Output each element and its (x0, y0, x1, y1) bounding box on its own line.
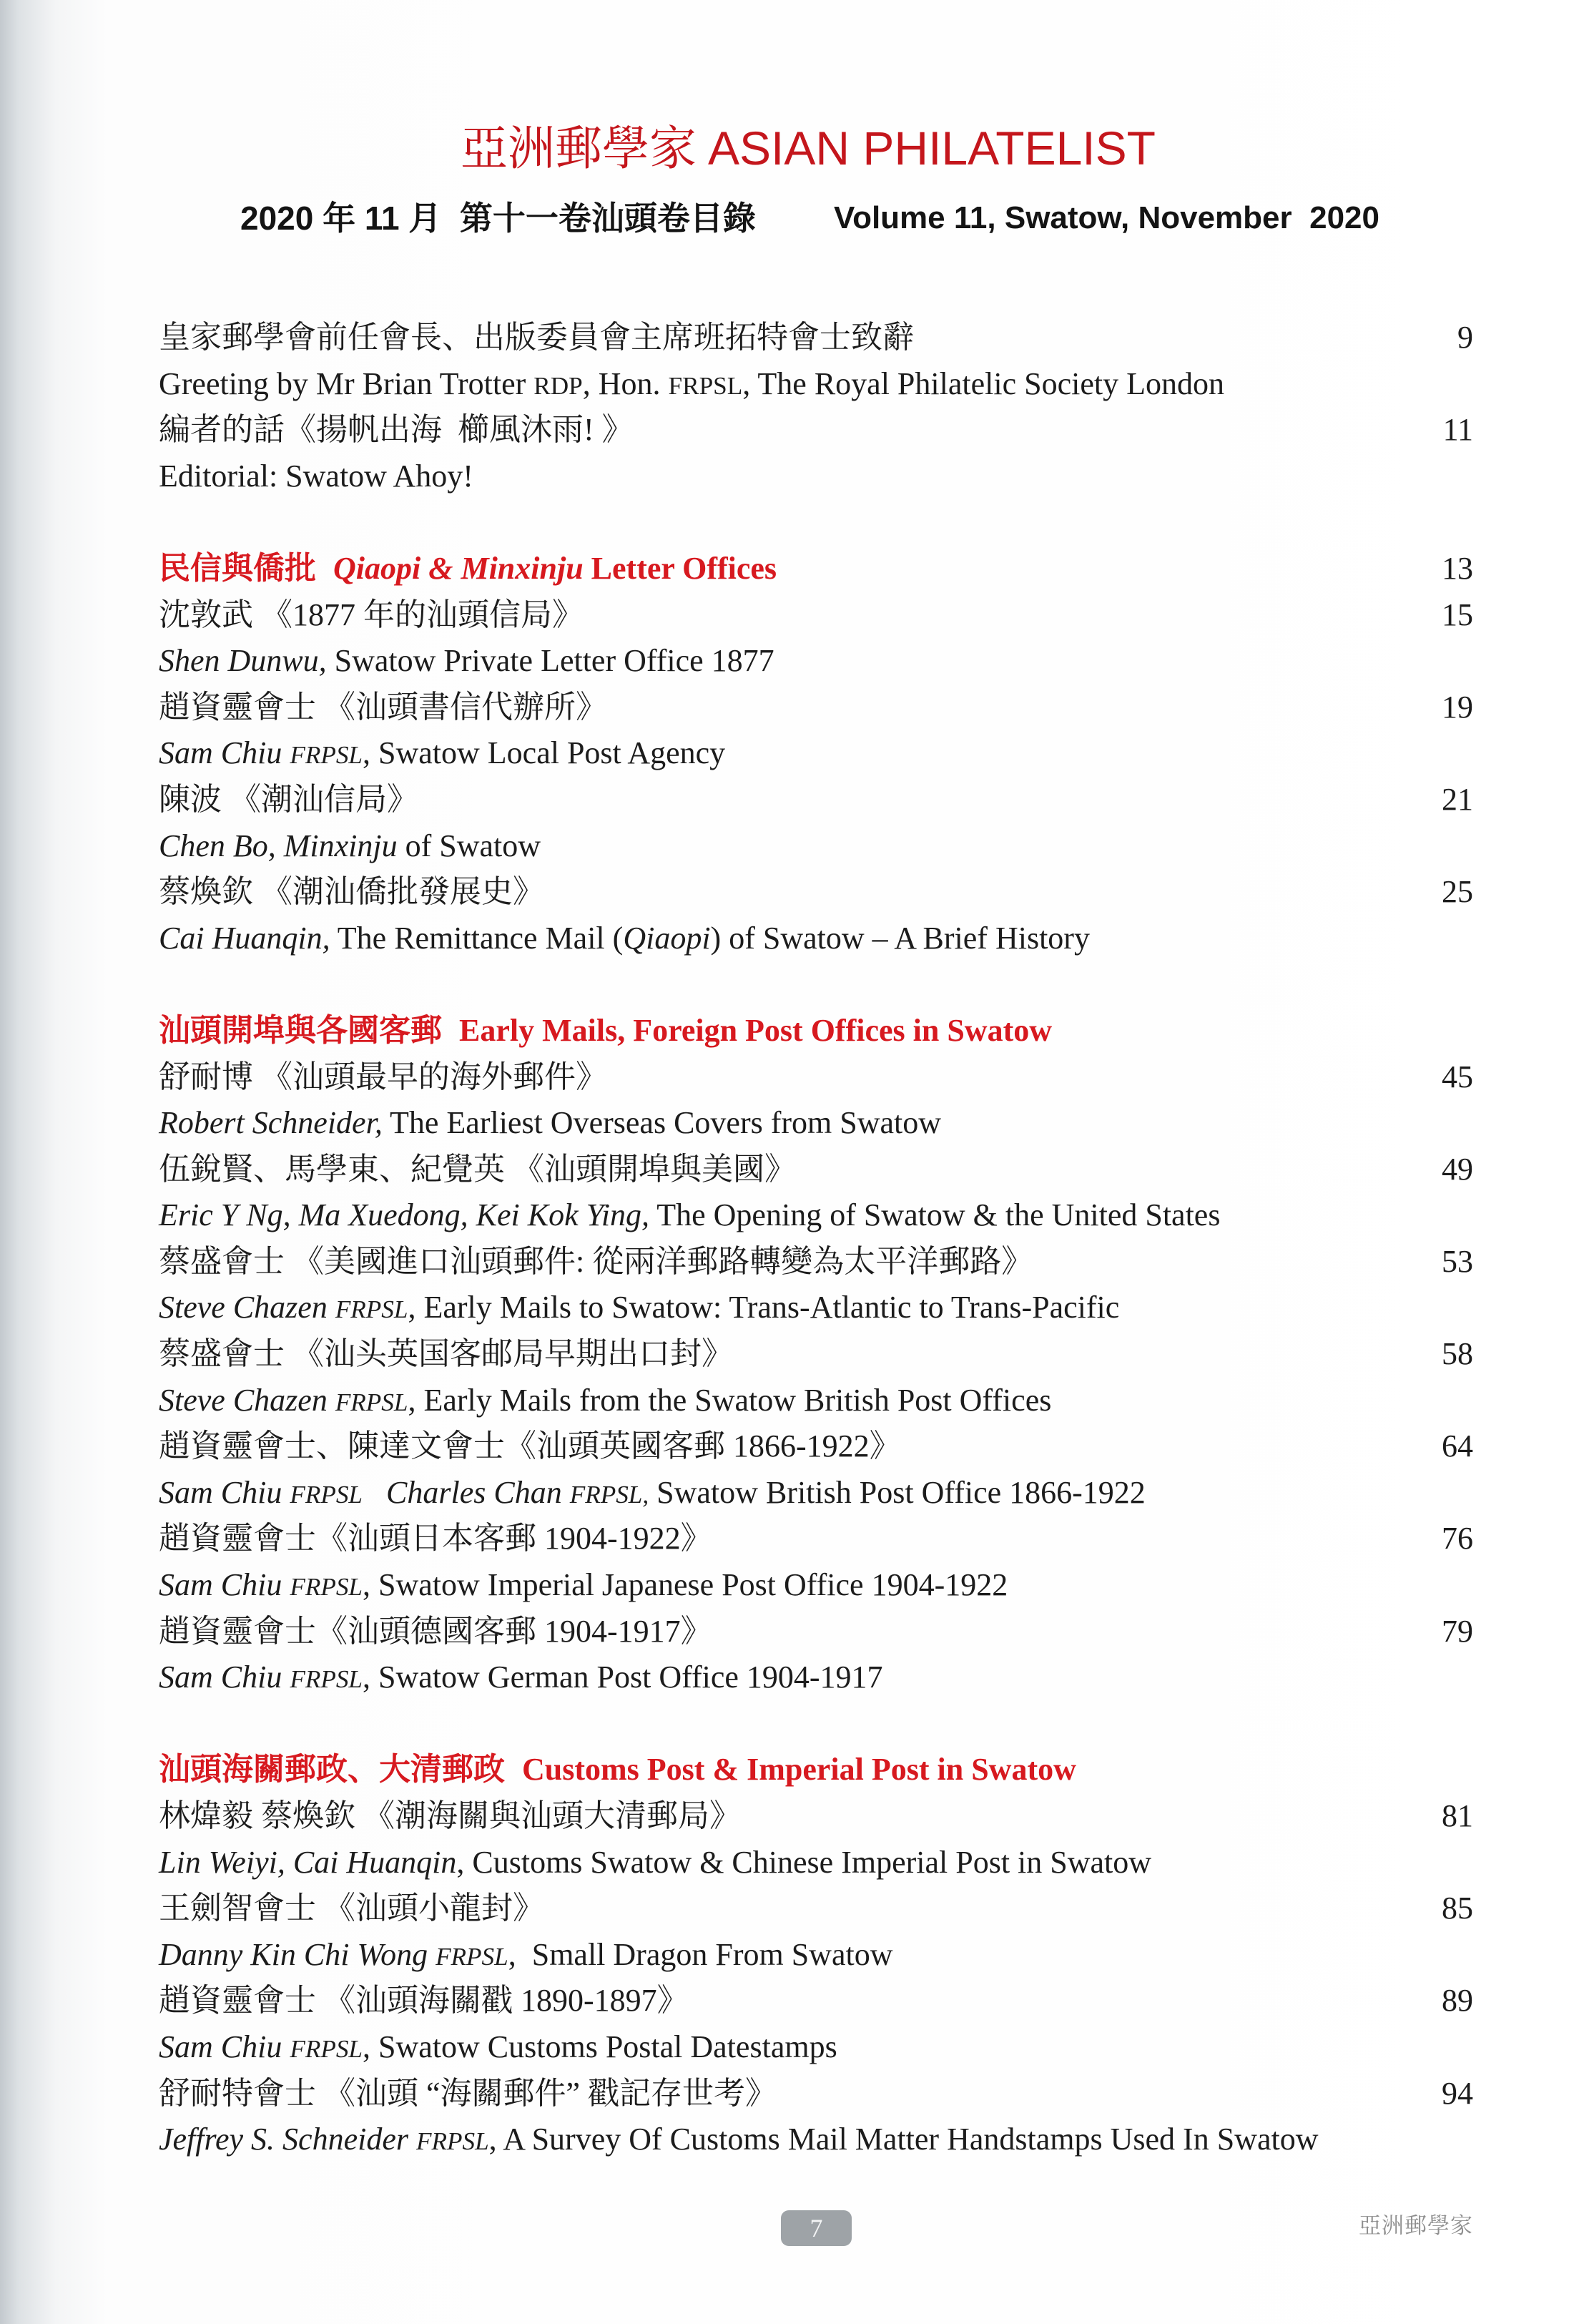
english-article-title-part: FRPSL (290, 1665, 363, 1694)
toc-entry-english-line (159, 2024, 1473, 2071)
english-article-title-part: Sam Chiu (159, 1474, 290, 1510)
page-number: 13 (1442, 550, 1473, 586)
section-heading-chinese: 汕頭開埠與各國客郵 (159, 1012, 442, 1048)
chinese-article-title: 趙資靈會士 《汕頭書信代辦所》 (159, 689, 607, 725)
page-number: 11 (1442, 412, 1473, 448)
toc-section (159, 1747, 1473, 2162)
toc-entry-english-line (159, 1285, 1473, 1331)
issue-subtitle-english: Volume 11, Swatow, November 2020 (834, 200, 1379, 235)
chinese-article-title: 蔡煥欽 《潮汕僑批發展史》 (159, 874, 544, 910)
toc-entry-chinese-line (159, 407, 1473, 453)
toc-entry-english-line (159, 1932, 1473, 1979)
chinese-article-title: 趙資靈會士《汕頭日本客郵 1904-1922》 (159, 1521, 712, 1556)
chinese-article-title: 趙資靈會士、陳達文會士《汕頭英國客郵 1866-1922》 (159, 1428, 901, 1464)
english-article-title-part: Eric Y Ng, Ma Xuedong, Kei Kok Ying, (159, 1197, 650, 1233)
chinese-article-title: 蔡盛會士 《美國進口汕頭郵件: 從兩洋郵路轉變為太平洋郵路》 (159, 1243, 1033, 1279)
toc-entry-chinese-line (159, 315, 1473, 361)
english-article-title-part: , Swatow Local Post Agency (363, 735, 726, 771)
page-number: 45 (1442, 1059, 1473, 1094)
page-number: 81 (1442, 1798, 1473, 1833)
chinese-article-title: 皇家郵學會前任會長、出版委員會主席班拓特會士致辭 (159, 320, 914, 355)
english-article-title-part: FRPSL (335, 1295, 408, 1324)
english-article-title-part: FRPSL (290, 2034, 363, 2063)
section-heading-chinese: 民信與僑批 (159, 550, 316, 586)
chinese-article-title: 舒耐博 《汕頭最早的海外郵件》 (159, 1059, 607, 1094)
english-article-title-part: Swatow British Post Office 1866-1922 (649, 1474, 1146, 1510)
english-article-title-part: , Swatow Imperial Japanese Post Office 1904-1922 (363, 1567, 1008, 1603)
english-article-title-part: , A Survey Of Customs Mail Matter Handstamps Used In Swatow (488, 2122, 1319, 2157)
english-article-title-part: Robert Schneider, (159, 1105, 383, 1141)
chinese-article-title: 編者的話《揚帆出海 櫛風沐雨! 》 (159, 412, 634, 448)
toc-entry-chinese-line (159, 1239, 1473, 1285)
chinese-article-title: 陳波 《潮汕信局》 (159, 781, 418, 817)
english-article-title-part: , Early Mails to Swatow: Trans-Atlantic to Trans-Pacific (408, 1290, 1120, 1325)
footer-magazine-name: 亞洲郵學家 (1359, 2213, 1473, 2238)
page-number: 15 (1442, 597, 1473, 632)
english-article-title-part: FRPSL (290, 1480, 363, 1509)
toc-entry-english-line (159, 1840, 1473, 1886)
toc-entry-english-line (159, 1470, 1473, 1516)
english-article-title-part: Editorial: Swatow Ahoy! (159, 458, 473, 494)
toc-entry-chinese-line (159, 1978, 1473, 2024)
chinese-article-title: 趙資靈會士《汕頭德國客郵 1904-1917》 (159, 1613, 712, 1649)
english-article-title-part: RDP (533, 371, 583, 400)
english-article-title-part: Lin Weiyi, Cai Huanqin (159, 1844, 457, 1880)
section-heading (159, 1747, 1473, 1793)
page-number: 94 (1442, 2075, 1473, 2111)
english-article-title-part: The Remittance Mail ( (330, 920, 624, 956)
english-article-title-part: , Customs Swatow & Chinese Imperial Post in Swatow (456, 1844, 1152, 1880)
chinese-article-title: 蔡盛會士 《汕头英国客邮局早期出口封》 (159, 1336, 733, 1372)
chinese-article-title: 沈敦武 《1877 年的汕頭信局》 (159, 597, 584, 632)
chinese-article-title: 趙資靈會士 《汕頭海關戳 1890-1897》 (159, 1983, 689, 2019)
toc-entry-english-line (159, 730, 1473, 777)
magazine-title-english: ASIAN PHILATELIST (708, 122, 1156, 175)
page-number: 49 (1442, 1151, 1473, 1187)
toc-entry-english-line (159, 823, 1473, 870)
english-article-title-part: of Swatow (397, 828, 541, 863)
section-heading-chinese: 汕頭海關郵政、大清郵政 (159, 1752, 505, 1788)
page-number: 9 (1457, 320, 1473, 355)
chinese-article-title: 舒耐特會士 《汕頭 “海關郵件” 戳記存世考》 (159, 2075, 777, 2111)
toc-entry-english-line (159, 1100, 1473, 1147)
page-number: 79 (1442, 1613, 1473, 1649)
english-article-title-part: Sam Chiu (159, 2029, 290, 2064)
magazine-title (461, 118, 1156, 178)
toc-section (159, 546, 1473, 961)
toc-entry-english-line (159, 1654, 1473, 1701)
page-number: 25 (1442, 874, 1473, 910)
toc-entry-chinese-line (159, 1793, 1473, 1840)
english-article-title-part: Sam Chiu (159, 735, 290, 771)
toc-entry-chinese-line (159, 1147, 1473, 1193)
chinese-article-title: 林煒毅 蔡煥欽 《潮海關與汕頭大清郵局》 (159, 1798, 741, 1833)
english-article-title-part: The Earliest Overseas Covers from Swatow (382, 1105, 942, 1141)
english-article-title-part: FRPSL (290, 741, 363, 770)
page-number: 53 (1442, 1243, 1473, 1279)
english-article-title-part: Qiaopi (623, 920, 711, 956)
section-heading-english-part: Customs Post & Imperial Post in Swatow (522, 1752, 1076, 1788)
english-article-title-part: , Swatow German Post Office 1904-1917 (363, 1659, 883, 1695)
toc-entry-english-line (159, 361, 1473, 408)
toc-entry-chinese-line (159, 1886, 1473, 1932)
chinese-article-title: 王劍智會士 《汕頭小龍封》 (159, 1891, 544, 1926)
toc-entry-chinese-line (159, 592, 1473, 639)
toc-entry-english-line (159, 1378, 1473, 1424)
section-heading (159, 1008, 1473, 1054)
english-article-title-part: FRPSL (436, 1942, 508, 1971)
toc-entry-english-line (159, 638, 1473, 685)
page-number: 76 (1442, 1521, 1473, 1556)
english-article-title-part: Chen Bo, Minxinju (159, 828, 398, 863)
toc-entry-chinese-line (159, 777, 1473, 823)
section-heading (159, 546, 1473, 592)
english-article-title-part: Greeting by Mr Brian Trotter (159, 366, 534, 401)
toc-entry-english-line (159, 1562, 1473, 1609)
section-heading-english (522, 1752, 1076, 1787)
english-article-title-part: Charles Chan (363, 1474, 570, 1510)
page-number: 64 (1442, 1428, 1473, 1464)
section-heading-english (333, 551, 777, 586)
english-article-title-part: , Swatow Customs Postal Datestamps (363, 2029, 837, 2064)
page-number: 58 (1442, 1336, 1473, 1372)
english-article-title-part: , Hon. (582, 366, 669, 401)
toc-front-matter (159, 315, 1473, 499)
magazine-title-chinese: 亞洲郵學家 (461, 121, 697, 176)
page-number: 89 (1442, 1983, 1473, 2019)
toc-entry-english-line (159, 2117, 1473, 2163)
english-article-title-part: Shen Dunwu, (159, 643, 327, 679)
english-article-title-part: FRPSL (668, 371, 743, 400)
toc-entry-chinese-line (159, 869, 1473, 916)
table-of-contents (159, 315, 1473, 2163)
section-heading-english (459, 1013, 1052, 1048)
english-article-title-part: , Early Mails from the Swatow British Post Offices (408, 1382, 1052, 1418)
english-article-title-part: , The Royal Philatelic Society London (742, 366, 1224, 401)
toc-entry-english-line (159, 453, 1473, 500)
section-heading-english-part: Letter Offices (583, 550, 777, 586)
chinese-article-title: 伍銳賢、馬學東、紀覺英 《汕頭開埠與美國》 (159, 1151, 796, 1187)
english-article-title-part: The Opening of Swatow & the United States (649, 1197, 1221, 1233)
issue-subtitle-chinese: 2020 年 11 月 第十一卷汕頭卷目錄 (240, 200, 756, 237)
english-article-title-part: Danny Kin Chi Wong (159, 1936, 436, 1972)
page-number: 21 (1442, 781, 1473, 817)
toc-entry-english-line (159, 1192, 1473, 1239)
english-article-title-part: Swatow Private Letter Office 1877 (326, 643, 774, 679)
english-article-title-part: Sam Chiu (159, 1659, 290, 1695)
section-heading-english-part: Qiaopi & Minxinju (333, 550, 584, 586)
toc-entry-chinese-line (159, 1516, 1473, 1562)
english-article-title-part: , Small Dragon From Swatow (508, 1936, 893, 1972)
english-article-title-part: FRPSL (290, 1573, 363, 1602)
toc-section (159, 1008, 1473, 1701)
page-number: 19 (1442, 689, 1473, 725)
english-article-title-part: FRPSL (335, 1388, 408, 1416)
page-number-badge: 7 (781, 2210, 852, 2246)
toc-entry-chinese-line (159, 1423, 1473, 1470)
english-article-title-part: Steve Chazen (159, 1290, 335, 1325)
english-article-title-part: FRPSL, (569, 1480, 649, 1509)
english-article-title-part: Jeffrey S. Schneider (159, 2122, 416, 2157)
toc-entry-english-line (159, 916, 1473, 962)
english-article-title-part: FRPSL (416, 2127, 489, 2156)
page-number: 85 (1442, 1891, 1473, 1926)
toc-entry-chinese-line (159, 1609, 1473, 1655)
section-heading-english-part: Early Mails, Foreign Post Offices in Swatow (459, 1012, 1052, 1048)
toc-entry-chinese-line (159, 1054, 1473, 1101)
english-article-title-part: ) of Swatow – A Brief History (710, 920, 1090, 956)
toc-entry-chinese-line (159, 1331, 1473, 1378)
english-article-title-part: Steve Chazen (159, 1382, 335, 1418)
english-article-title-part: Sam Chiu (159, 1567, 290, 1603)
toc-entry-chinese-line (159, 685, 1473, 731)
toc-entry-chinese-line (159, 2071, 1473, 2117)
english-article-title-part: Cai Huanqin, (159, 920, 330, 956)
